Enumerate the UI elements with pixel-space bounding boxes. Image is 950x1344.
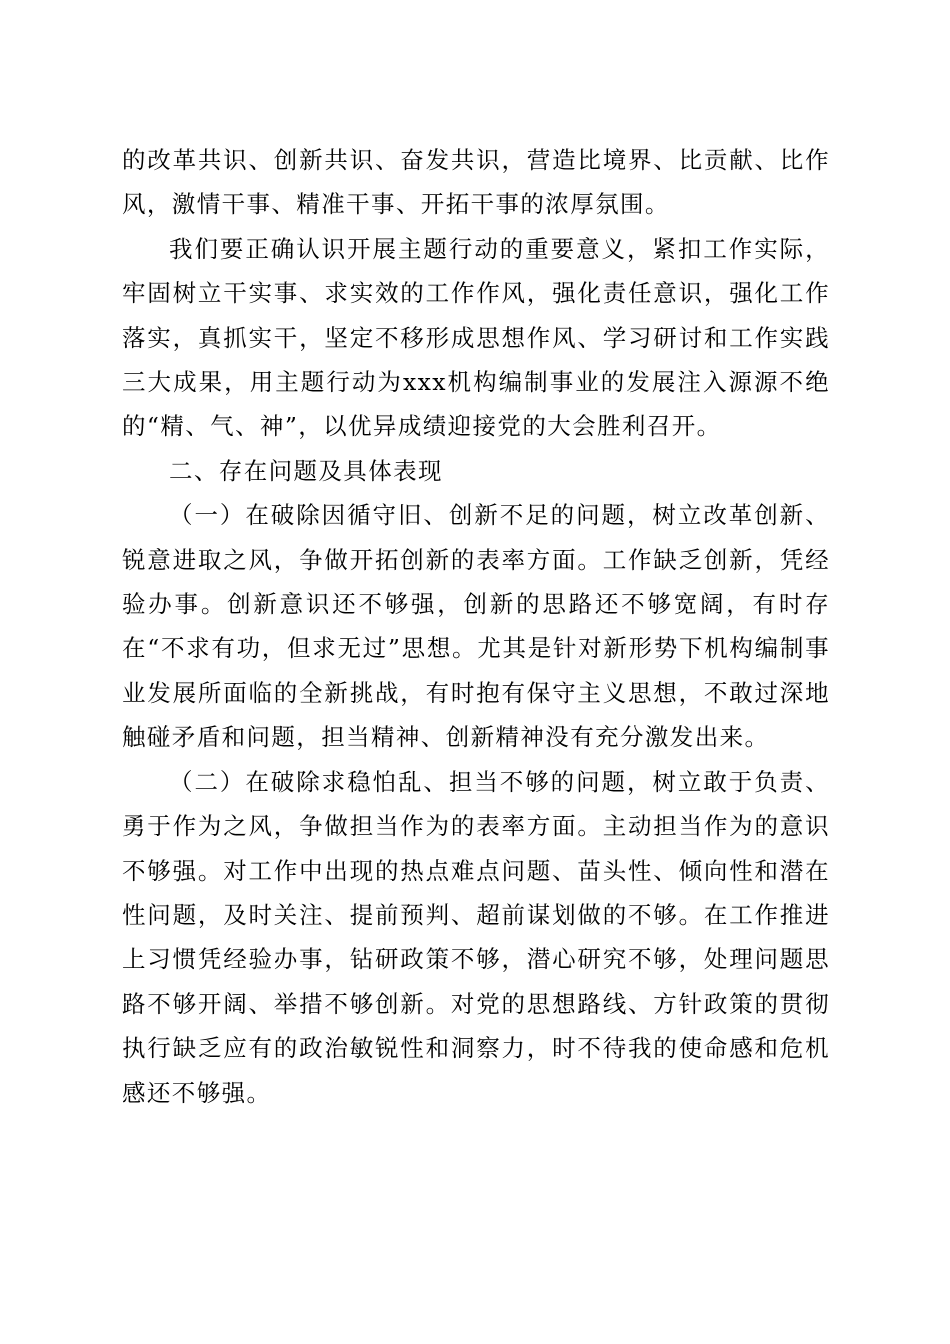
item-1-paragraph [122, 493, 830, 759]
paragraph-significance: 我们要正确认识开展主题行动的重要意义，紧扣工作实际，牢固树立干实事、求实效的工作作风，强化责任意识，强化工作落实，真抓实干，坚定不移形成思想作风、学习研讨和工作实践三大成果，用主题行动为xxx机构编制事业的发展注入源源不绝的“精、气、神”，以优异成绩迎接党的大会胜利召开。 [122, 234, 830, 441]
item-1-body: 工作缺乏创新，凭经验办事。创新意识还不够强，创新的思路还不够宽阔，有时存在“不求有功，但求无过”思想。尤其是针对新形势下机构编制事业发展所面临的全新挑战，有时抱有保守主义思想，不敢过深地触碰矛盾和问题，担当精神、创新精神没有充分激发出来。 [122, 545, 830, 752]
item-2-paragraph [122, 760, 830, 1115]
document-body [122, 138, 830, 1115]
paragraph-continuation: 的改革共识、创新共识、奋发共识，营造比境界、比贡献、比作风，激情干事、精准干事、开拓干事的浓厚氛围。 [122, 146, 830, 219]
item-1-lead: （一）在破除因循守旧、创新不足的问题，树立改革创新、锐意进取之风，争做开拓创新的表率方面。 [122, 501, 830, 574]
item-2-lead: （二）在破除求稳怕乱、担当不够的问题，树立敢于负责、勇于作为之风，争做担当作为的表率方面。 [122, 767, 830, 841]
item-2-body: 主动担当作为的意识不够强。对工作中出现的热点难点问题、苗头性、倾向性和潜在性问题，及时关注、提前预判、超前谋划做的不够。在工作推进上习惯凭经验办事，钻研政策不够，潜心研究不够，处理问题思路不够开阔、举措不够创新。对党的思想路线、方针政策的贯彻执行缺乏应有的政治敏锐性和洞察力，时不待我的使命感和危机感还不够强。 [122, 812, 830, 1107]
section-heading: 二、存在问题及具体表现 [169, 456, 443, 485]
